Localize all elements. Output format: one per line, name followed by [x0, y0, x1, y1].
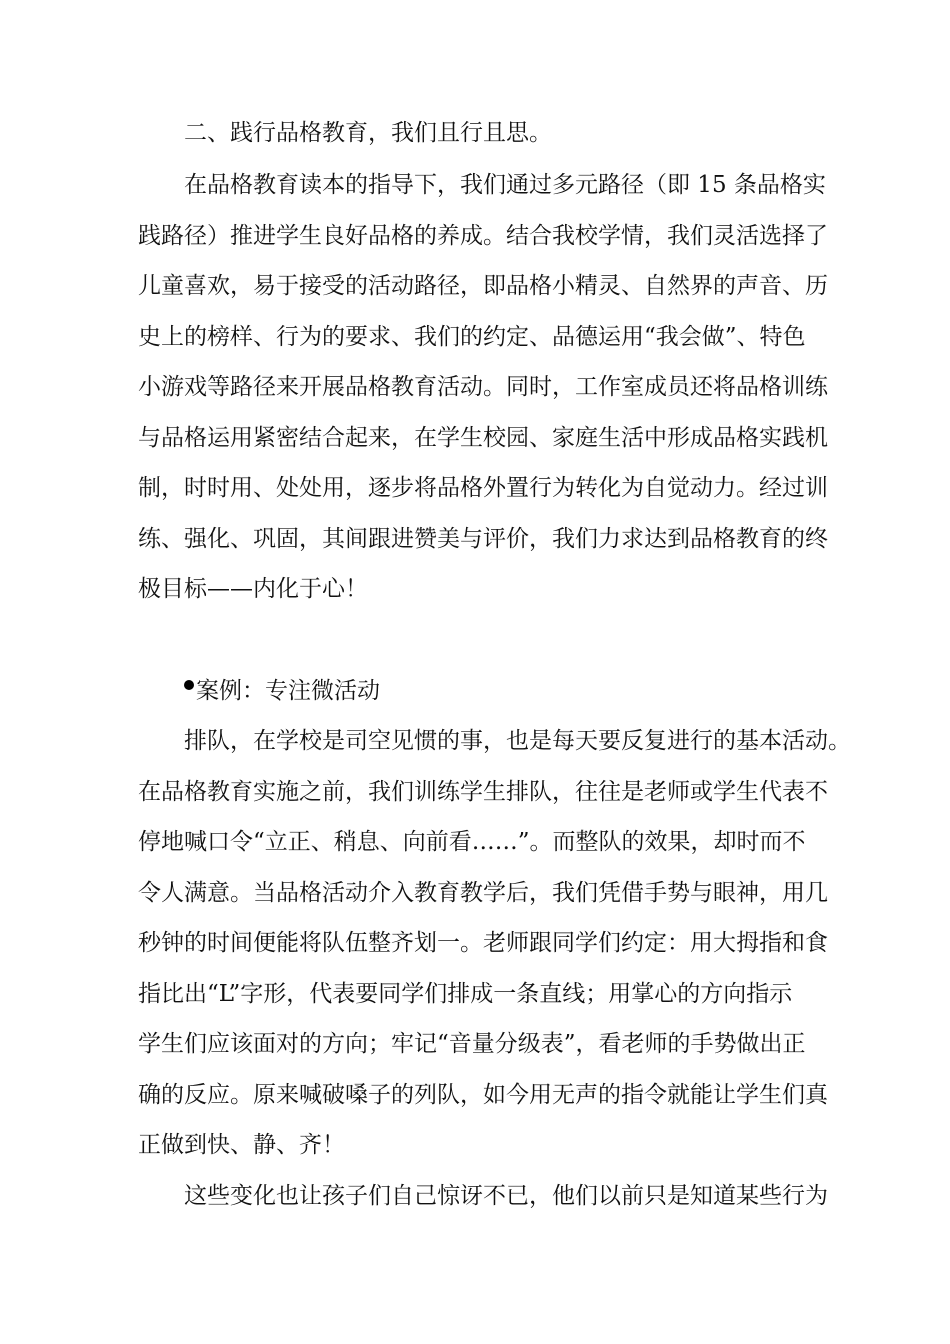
case-title: 案例：专注微活动: [196, 678, 380, 704]
paragraph-1-line: 与品格运用紧密结合起来，在学生校园、家庭生活中形成品格实践机: [138, 425, 828, 451]
paragraph-1-line: 践路径）推进学生良好品格的养成。结合我校学情，我们灵活选择了: [138, 223, 828, 249]
paragraph-3-line: 这些变化也让孩子们自己惊讶不已，他们以前只是知道某些行为: [184, 1183, 828, 1209]
paragraph-2-line: 正做到快、静、齐！: [138, 1132, 345, 1158]
paragraph-2-line: 排队，在学校是司空见惯的事，也是每天要反复进行的基本活动。: [184, 728, 851, 754]
paragraph-2-line: 指比出“L”字形，代表要同学们排成一条直线；用掌心的方向指示: [138, 981, 793, 1007]
paragraph-2-line: 停地喊口令“立正、稍息、向前看……”。而整队的效果，却时而不: [138, 829, 806, 855]
paragraph-2-line: 确的反应。原来喊破嗓子的列队，如今用无声的指令就能让学生们真: [138, 1082, 828, 1108]
bullet-icon: [184, 680, 194, 690]
paragraph-1-line: 史上的榜样、行为的要求、我们的约定、品德运用“我会做”、特色: [138, 324, 806, 350]
case-heading: [184, 676, 380, 706]
paragraph-1-line: 极目标——内化于心！: [138, 576, 368, 602]
paragraph-2-line: 在品格教育实施之前，我们训练学生排队，往往是老师或学生代表不: [138, 779, 828, 805]
paragraph-2-line: 学生们应该面对的方向；牢记“音量分级表”，看老师的手势做出正: [138, 1031, 806, 1057]
paragraph-2-line: 秒钟的时间便能将队伍整齐划一。老师跟同学们约定：用大拇指和食: [138, 930, 828, 956]
section-heading: 二、践行品格教育，我们且行且思。: [184, 120, 552, 146]
paragraph-1-line: 儿童喜欢，易于接受的活动路径，即品格小精灵、自然界的声音、历: [138, 273, 828, 299]
paragraph-1-line: 制，时时用、处处用，逐步将品格外置行为转化为自觉动力。经过训: [138, 475, 828, 501]
paragraph-1-line: 练、强化、巩固，其间跟进赞美与评价，我们力求达到品格教育的终: [138, 526, 828, 552]
paragraph-2-line: 令人满意。当品格活动介入教育教学后，我们凭借手势与眼神，用几: [138, 880, 828, 906]
paragraph-1-line: 在品格教育读本的指导下，我们通过多元路径（即 15 条品格实: [184, 172, 826, 198]
paragraph-1-line: 小游戏等路径来开展品格教育活动。同时，工作室成员还将品格训练: [138, 374, 828, 400]
